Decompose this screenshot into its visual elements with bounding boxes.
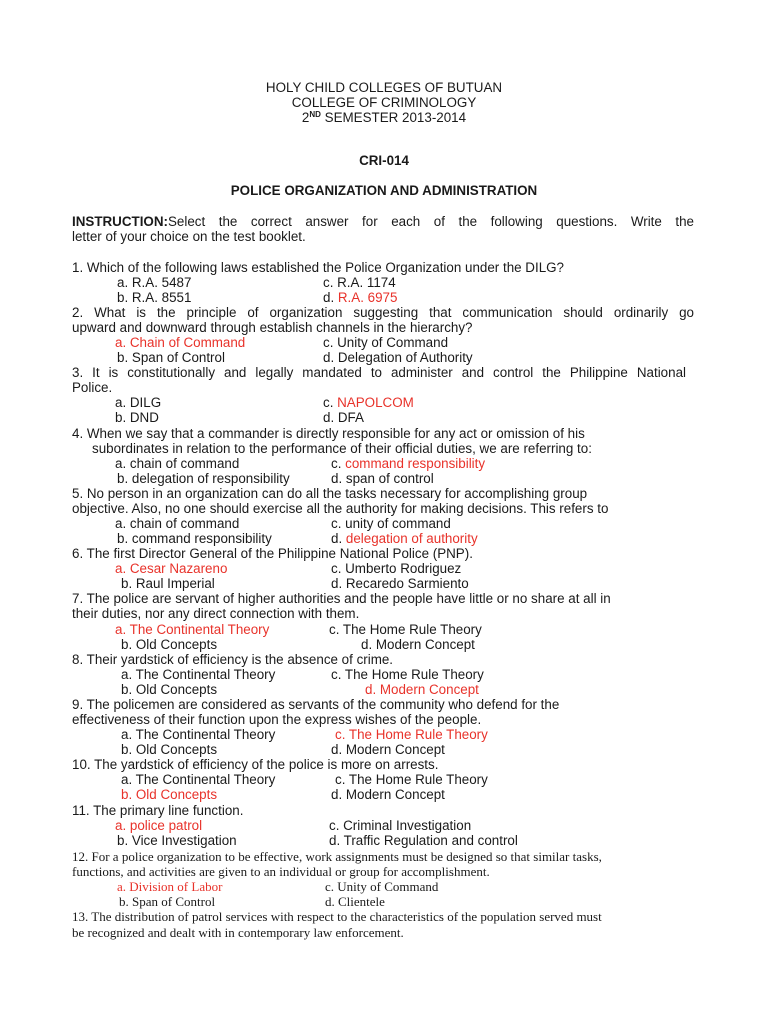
q9-stem-2: effectiveness of their function upon the express wishes of the people.: [72, 712, 482, 727]
q13-stem-2: be recognized and dealt with in contemporary law enforcement.: [72, 925, 404, 940]
q1-option-d-letter: d.: [323, 290, 338, 305]
q7-option-a-answer: a. The Continental Theory: [115, 622, 270, 637]
q12-option-d: d. Clientele: [325, 894, 385, 909]
q9-option-a: a. The Continental Theory: [121, 727, 276, 742]
q5-option-d-letter: d.: [331, 531, 346, 546]
q5-option-a: a. chain of command: [115, 516, 240, 531]
course-title: POLICE ORGANIZATION AND ADMINISTRATION: [230, 183, 538, 198]
q12-option-a-answer: a. Division of Labor: [117, 879, 223, 894]
q3-option-a: a. DILG: [115, 395, 162, 410]
q4-option-d: d. span of control: [331, 471, 434, 486]
q8-option-a: a. The Continental Theory: [121, 667, 276, 682]
q6-option-d: d. Recaredo Sarmiento: [331, 576, 469, 591]
q10-option-d: d. Modern Concept: [331, 787, 445, 802]
q3-stem-2: Police.: [72, 380, 113, 395]
q5-option-c: c. unity of command: [331, 516, 451, 531]
q5-option-b: b. command responsibility: [117, 531, 272, 546]
q12-stem-1: 12. For a police organization to be effective, work assignments must be designed so that similar tasks,: [72, 849, 602, 864]
semester-text: SEMESTER 2013-2014: [320, 110, 467, 125]
q7-option-d: d. Modern Concept: [361, 637, 475, 652]
semester-line: [0, 110, 768, 125]
q8-option-c: c. The Home Rule Theory: [331, 667, 484, 682]
q4-option-c: [331, 456, 485, 471]
q11-option-a-answer: a. police patrol: [115, 818, 203, 833]
q10-stem: 10. The yardstick of efficiency of the police is more on arrests.: [72, 757, 439, 772]
q2-option-c: c. Unity of Command: [323, 335, 449, 350]
q12-option-c: c. Unity of Command: [325, 879, 439, 894]
q2-option-a-answer: a. Chain of Command: [115, 335, 246, 350]
q7-option-b: b. Old Concepts: [121, 637, 218, 652]
q1-stem: 1. Which of the following laws established the Police Organization under the DILG?: [72, 260, 565, 275]
q9-stem-1: 9. The policemen are considered as servants of the community who defend for the: [72, 697, 560, 712]
q5-stem-2: objective. Also, no one should exercise all the authority for making decisions. This refers to: [72, 501, 609, 516]
q5-option-d: [331, 531, 478, 546]
course-code: CRI-014: [359, 153, 409, 168]
semester-number: 2: [301, 110, 310, 125]
q11-stem: 11. The primary line function.: [72, 803, 244, 818]
q2-stem-2: upward and downward through establish channels in the hierarchy?: [72, 320, 473, 335]
q6-option-c: c. Umberto Rodriguez: [331, 561, 462, 576]
instruction-text: Select the correct answer for each of the following questions. Write the: [167, 214, 694, 229]
q8-stem: 8. Their yardstick of efficiency is the absence of crime.: [72, 652, 394, 667]
q1-option-d: [323, 290, 397, 305]
q9-option-c-answer: c. The Home Rule Theory: [335, 727, 488, 742]
q8-option-b: b. Old Concepts: [121, 682, 218, 697]
q10-option-b-answer: b. Old Concepts: [121, 787, 218, 802]
q9-option-b: b. Old Concepts: [121, 742, 218, 757]
school-name: HOLY CHILD COLLEGES OF BUTUAN: [265, 80, 503, 95]
q6-option-b: b. Raul Imperial: [121, 576, 215, 591]
q4-option-b: b. delegation of responsibility: [117, 471, 290, 486]
q2-option-d: d. Delegation of Authority: [323, 350, 473, 365]
semester-suffix: ND: [309, 110, 321, 119]
q13-stem-1: 13. The distribution of patrol services with respect to the characteristics of the population served must: [72, 909, 602, 924]
q4-option-a: a. chain of command: [115, 456, 240, 471]
instruction-line-1: [72, 214, 694, 229]
q4-stem-1: 4. When we say that a commander is directly responsible for any act or omission of his: [72, 426, 585, 441]
q4-stem-2: subordinates in relation to the performance of their official duties, we are referring to:: [92, 441, 592, 456]
q7-stem-2: their duties, nor any direct connection with them.: [72, 606, 360, 621]
q2-stem-1: 2. What is the principle of organization suggesting that communication should ordinarily go: [72, 305, 694, 320]
q1-option-a: a. R.A. 5487: [117, 275, 192, 290]
q2-option-b: b. Span of Control: [117, 350, 225, 365]
college-name: COLLEGE OF CRIMINOLOGY: [291, 95, 477, 110]
q10-option-a: a. The Continental Theory: [121, 772, 276, 787]
instruction-line-2: letter of your choice on the test booklet.: [72, 229, 306, 244]
q3-option-c-letter: c.: [323, 395, 338, 410]
q8-option-d-answer: d. Modern Concept: [365, 682, 479, 697]
q1-answer: R.A. 6975: [337, 290, 398, 305]
q3-option-d: d. DFA: [323, 410, 364, 425]
q4-answer: command responsibility: [345, 456, 486, 471]
q11-option-c: c. Criminal Investigation: [329, 818, 472, 833]
q3-option-b: b. DND: [115, 410, 159, 425]
q3-answer: NAPOLCOM: [337, 395, 414, 410]
q1-option-c: c. R.A. 1174: [323, 275, 396, 290]
q1-option-b: b. R.A. 8551: [117, 290, 192, 305]
q9-option-d: d. Modern Concept: [331, 742, 445, 757]
q10-option-c: c. The Home Rule Theory: [335, 772, 488, 787]
q3-option-c: [323, 395, 414, 410]
instruction-label: INSTRUCTION:: [72, 214, 168, 229]
q7-option-c: c. The Home Rule Theory: [329, 622, 482, 637]
q3-stem-1: 3. It is constitutionally and legally mandated to administer and control the Philippine National: [72, 365, 686, 380]
q5-stem-1: 5. No person in an organization can do all the tasks necessary for accomplishing group: [72, 486, 588, 501]
q4-option-c-letter: c.: [331, 456, 346, 471]
q11-option-d: d. Traffic Regulation and control: [329, 833, 518, 848]
q12-stem-2: functions, and activities are given to an individual or group for accomplishment.: [72, 864, 490, 879]
q6-stem: 6. The first Director General of the Philippine National Police (PNP).: [72, 546, 473, 561]
q6-option-a-answer: a. Cesar Nazareno: [115, 561, 228, 576]
q11-option-b: b. Vice Investigation: [117, 833, 237, 848]
q12-option-b: b. Span of Control: [119, 894, 216, 909]
q5-answer: delegation of authority: [345, 531, 478, 546]
q7-stem-1: 7. The police are servant of higher authorities and the people have little or no share at all in: [72, 591, 611, 606]
